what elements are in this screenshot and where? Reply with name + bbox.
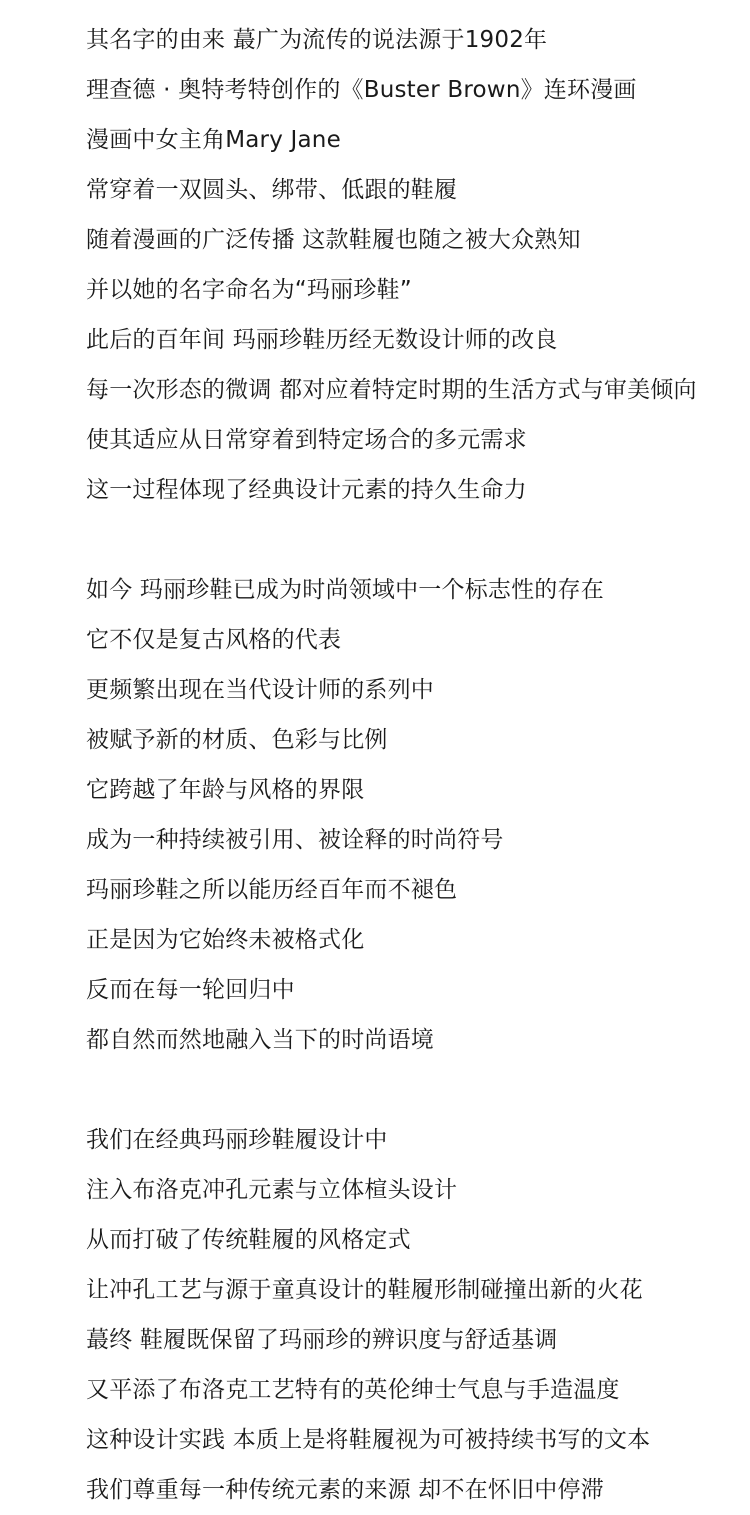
text-line: 漫画中女主角Mary Jane xyxy=(86,127,341,153)
paragraph-spacer xyxy=(86,1065,746,1115)
text-line: 蕞终 鞋履既保留了玛丽珍的辨识度与舒适基调 xyxy=(86,1327,558,1353)
text-line: 玛丽珍鞋之所以能历经百年而不褪色 xyxy=(86,877,458,903)
text-line: 理查德 · 奥特考特创作的《Buster Brown》连环漫画 xyxy=(86,77,637,103)
text-line: 我们尊重每一种传统元素的来源 却不在怀旧中停滞 xyxy=(86,1477,604,1503)
text-line: 成为一种持续被引用、被诠释的时尚符号 xyxy=(86,827,504,853)
text-line: 其名字的由来 蕞广为流传的说法源于1902年 xyxy=(86,27,548,53)
text-line: 如今 玛丽珍鞋已成为时尚领域中一个标志性的存在 xyxy=(86,577,604,603)
text-line: 随着漫画的广泛传播 这款鞋履也随之被大众熟知 xyxy=(86,227,581,253)
paragraph-origin xyxy=(86,15,746,515)
text-line: 它不仅是复古风格的代表 xyxy=(86,627,342,653)
text-line: 又平添了布洛克工艺特有的英伦绅士气息与手造温度 xyxy=(86,1377,620,1403)
text-line: 每一次形态的微调 都对应着特定时期的生活方式与审美倾向 xyxy=(86,377,697,403)
text-line: 这种设计实践 本质上是将鞋履视为可被持续书写的文本 xyxy=(86,1427,651,1453)
article-body xyxy=(86,15,746,1515)
text-line: 从而打破了传统鞋履的风格定式 xyxy=(86,1227,411,1253)
paragraph-design xyxy=(86,1115,746,1515)
text-line: 我们在经典玛丽珍鞋履设计中 xyxy=(86,1127,388,1153)
text-line: 反而在每一轮回归中 xyxy=(86,977,295,1003)
paragraph-today xyxy=(86,565,746,1065)
text-line: 它跨越了年龄与风格的界限 xyxy=(86,777,365,803)
text-line: 正是因为它始终未被格式化 xyxy=(86,927,365,953)
text-line: 使其适应从日常穿着到特定场合的多元需求 xyxy=(86,427,527,453)
paragraph-spacer xyxy=(86,515,746,565)
text-line: 被赋予新的材质、色彩与比例 xyxy=(86,727,388,753)
text-line: 并以她的名字命名为“玛丽珍鞋” xyxy=(86,277,412,303)
text-line: 常穿着一双圆头、绑带、低跟的鞋履 xyxy=(86,177,458,203)
text-line: 更频繁出现在当代设计师的系列中 xyxy=(86,677,434,703)
text-line: 此后的百年间 玛丽珍鞋历经无数设计师的改良 xyxy=(86,327,558,353)
text-line: 这一过程体现了经典设计元素的持久生命力 xyxy=(86,477,527,503)
text-line: 注入布洛克冲孔元素与立体楦头设计 xyxy=(86,1177,458,1203)
text-line: 让冲孔工艺与源于童真设计的鞋履形制碰撞出新的火花 xyxy=(86,1277,643,1303)
text-line: 都自然而然地融入当下的时尚语境 xyxy=(86,1027,434,1053)
